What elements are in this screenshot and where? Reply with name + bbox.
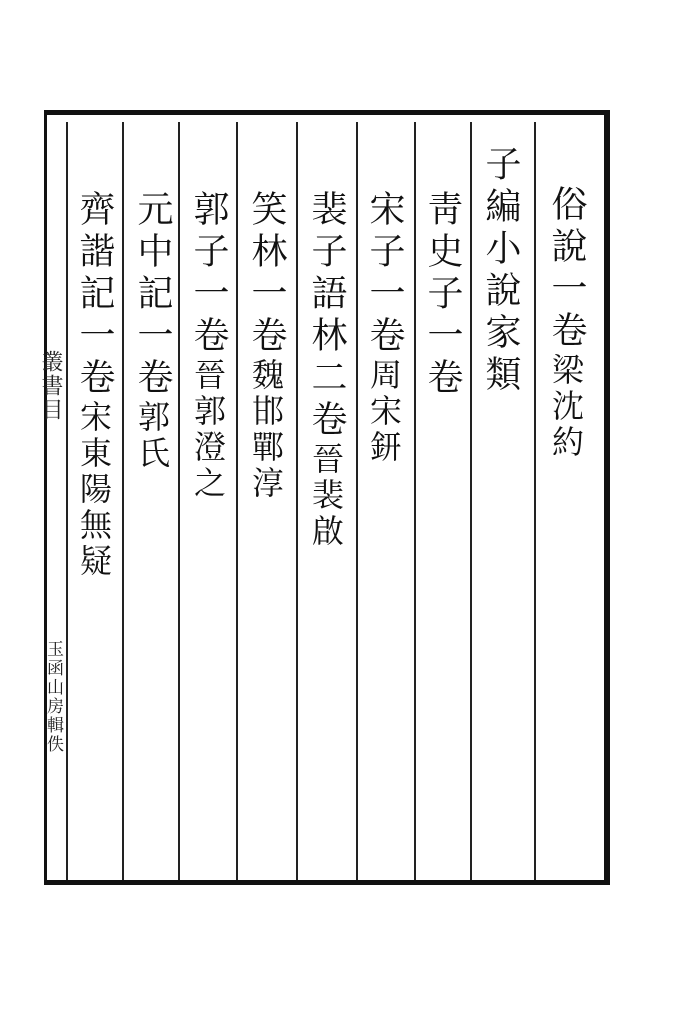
entry-author: 晉裴啟 bbox=[307, 442, 345, 550]
column-rule bbox=[296, 122, 298, 880]
frame-right-border bbox=[604, 110, 610, 885]
column-rule bbox=[534, 122, 536, 880]
entry-author: 郭氏 bbox=[133, 400, 171, 472]
column-rule bbox=[66, 122, 68, 880]
category-heading bbox=[480, 145, 521, 397]
entry-column bbox=[422, 190, 463, 400]
entry-column bbox=[364, 190, 405, 466]
entry-title: 齊諧記一卷 bbox=[74, 190, 115, 400]
frame-top-border bbox=[44, 110, 610, 115]
category-title: 子編小說家類 bbox=[480, 145, 521, 397]
column-rule bbox=[356, 122, 358, 880]
entry-title: 靑史子一卷 bbox=[422, 190, 463, 400]
entry-title: 元中記一卷 bbox=[132, 190, 173, 400]
entry-title: 郭子一卷 bbox=[188, 190, 229, 358]
entry-column bbox=[132, 190, 173, 472]
entry-column bbox=[188, 190, 229, 502]
entry-column bbox=[306, 190, 347, 550]
entry-author: 晉郭澄之 bbox=[189, 358, 227, 502]
frame-bottom-border bbox=[44, 880, 610, 885]
entry-title: 裴子語林二卷 bbox=[306, 190, 347, 442]
spine-lower-text: 玉函山房輯佚 bbox=[43, 640, 63, 754]
entry-author: 梁沈約 bbox=[547, 353, 585, 461]
entry-column bbox=[246, 190, 287, 502]
column-rule bbox=[122, 122, 124, 880]
spine-upper-text: 叢書目 bbox=[38, 350, 63, 422]
column-rule bbox=[236, 122, 238, 880]
entry-author: 魏邯鄲淳 bbox=[247, 358, 285, 502]
entry-title: 宋子一卷 bbox=[364, 190, 405, 358]
column-rule bbox=[178, 122, 180, 880]
entry-column bbox=[74, 190, 115, 580]
column-rule bbox=[414, 122, 416, 880]
entry-title: 笑林一卷 bbox=[246, 190, 287, 358]
entry-author: 周宋鈃 bbox=[365, 358, 403, 466]
entry-column bbox=[546, 185, 587, 461]
column-rule bbox=[470, 122, 472, 880]
entry-author: 宋東陽無疑 bbox=[75, 400, 113, 580]
entry-title: 俗說一卷 bbox=[546, 185, 587, 353]
